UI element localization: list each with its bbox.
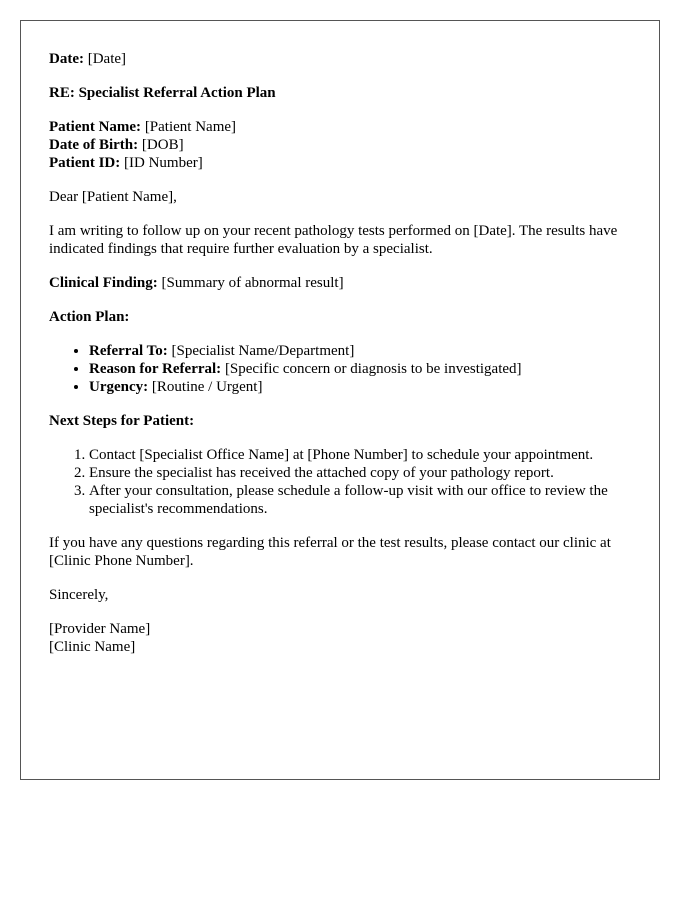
provider-name: [Provider Name] [49,621,151,637]
clinic-name: [Clinic Name] [49,639,136,655]
clinical-finding-label: Clinical Finding: [49,275,158,291]
list-item [89,342,631,360]
date-label: Date: [49,51,84,67]
patient-info-block [49,118,631,172]
action-plan-list [49,342,631,396]
sign-off: Sincerely, [49,587,109,603]
reason-label: Reason for Referral: [89,361,222,377]
clinical-finding-line [49,274,631,292]
urgency-label: Urgency: [89,379,149,395]
dob-label: Date of Birth: [49,137,139,153]
dob-value: [DOB] [138,137,184,153]
action-plan-heading-text: Action Plan: [49,309,130,325]
patient-id-value: [ID Number] [120,155,203,171]
referral-to-label: Referral To: [89,343,168,359]
patient-id-label: Patient ID: [49,155,121,171]
list-item: 3. After your consultation, please schedule a follow-up visit with our office to review the specialist's recommendations. [89,482,631,518]
salutation: Dear [Patient Name], [49,189,177,205]
list-item: 1. Contact [Specialist Office Name] at [Phone Number] to schedule your appointment. [89,446,631,464]
list-item: 2. Ensure the specialist has received the attached copy of your pathology report. [89,464,631,482]
intro-paragraph: I am writing to follow up on your recent pathology tests performed on [Date]. The results have indicated findings that require further evaluation by a specialist. [49,223,618,257]
patient-id-line [49,154,631,172]
next-steps-heading-text: Next Steps for Patient: [49,413,195,429]
urgency-value: [Routine / Urgent] [148,379,263,395]
subject-line [49,84,631,102]
patient-name-label: Patient Name: [49,119,142,135]
signature-block [49,620,631,656]
list-item [89,378,631,396]
date-line [49,50,631,68]
list-item [89,360,631,378]
referral-to-value: [Specialist Name/Department] [167,343,355,359]
clinical-finding-value: [Summary of abnormal result] [157,275,344,291]
action-plan-heading [49,308,631,326]
patient-name-value: [Patient Name] [141,119,237,135]
letter-page [20,20,660,780]
dob-line [49,136,631,154]
subject-text: RE: Specialist Referral Action Plan [49,85,276,101]
date-value: [Date] [83,51,127,67]
closing-paragraph: If you have any questions regarding this referral or the test results, please contact our clinic at [Clinic Phone Number]. [49,535,611,569]
next-steps-heading [49,412,631,430]
reason-value: [Specific concern or diagnosis to be investigated] [221,361,522,377]
next-steps-list [49,446,631,518]
patient-name-line [49,118,631,136]
